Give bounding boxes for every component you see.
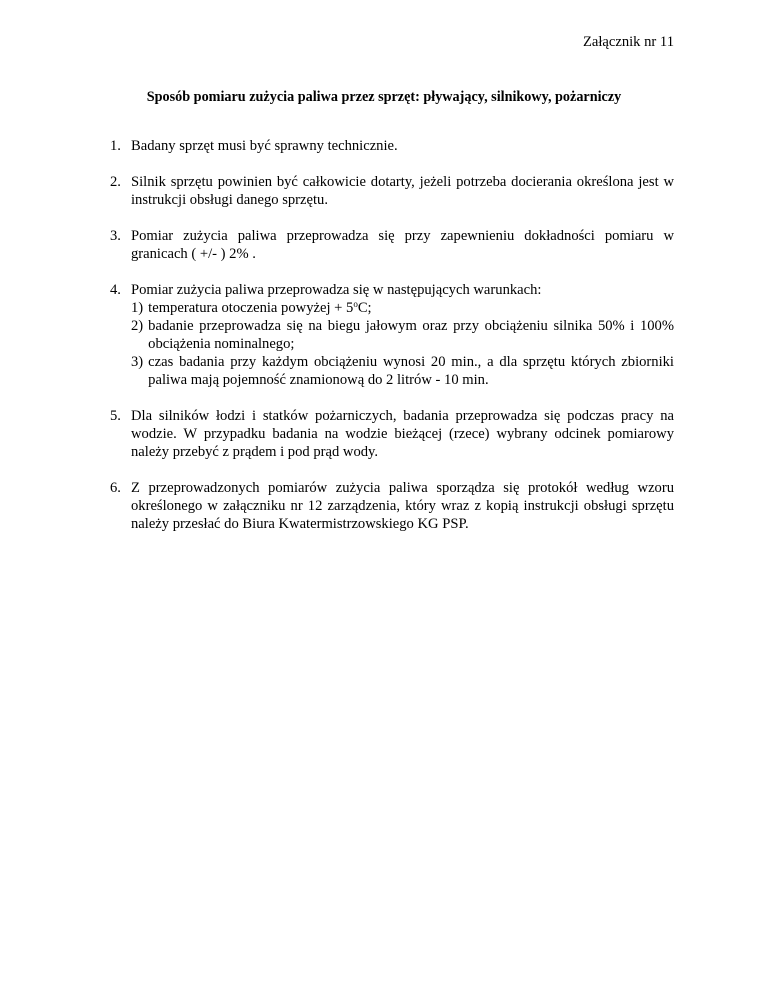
numbered-list xyxy=(110,137,674,551)
list-item xyxy=(110,137,674,155)
list-item-number: 4. xyxy=(110,282,121,298)
sub-item xyxy=(131,299,674,317)
document-title: Sposób pomiaru zużycia paliwa przez sprzęt: pływający, silnikowy, pożarniczy xyxy=(146,89,622,105)
sub-item xyxy=(131,317,674,353)
list-item-content xyxy=(131,281,674,389)
list-item xyxy=(110,227,674,263)
sub-item-number: 2) xyxy=(131,318,144,334)
sub-item-text-main: temperatura otoczenia powyżej + 5 xyxy=(148,300,354,316)
list-item xyxy=(110,173,674,209)
list-item-text: Pomiar zużycia paliwa przeprowadza się w następujących warunkach: xyxy=(131,282,542,298)
list-item-number: 1. xyxy=(110,138,121,154)
sub-item-number: 3) xyxy=(131,354,144,370)
sub-item-text-unit: C; xyxy=(357,300,372,316)
list-item-number: 6. xyxy=(110,480,121,496)
list-item-text: Badany sprzęt musi być sprawny technicznie. xyxy=(131,138,398,154)
list-item-number: 5. xyxy=(110,408,121,424)
list-item-text: Pomiar zużycia paliwa przeprowadza się przy zapewnieniu dokładności pomiaru w granicach ( +/- ) 2% . xyxy=(131,228,674,262)
list-item-text: Z przeprowadzonych pomiarów zużycia paliwa sporządza się protokół według wzoru określonego w załączniku nr 12 zarządzenia, który wraz z kopią instrukcji obsługi sprzętu należy przesłać do Biura Kwatermistrzowskiego KG PSP. xyxy=(131,480,674,532)
sub-item-text xyxy=(148,299,674,317)
list-item xyxy=(110,479,674,533)
list-item xyxy=(110,281,674,389)
annex-label: Załącznik nr 11 xyxy=(582,34,674,50)
sub-item-text: badanie przeprowadza się na biegu jałowym oraz przy obciążeniu silnika 50% i 100% obciążenia nominalnego; xyxy=(148,318,674,352)
list-item-number: 3. xyxy=(110,228,121,244)
list-item-text: Silnik sprzętu powinien być całkowicie dotarty, jeżeli potrzeba docierania określona jest w instrukcji obsługi danego sprzętu. xyxy=(131,174,674,208)
sub-item xyxy=(131,353,674,389)
list-item xyxy=(110,407,674,461)
sub-item-text: czas badania przy każdym obciążeniu wynosi 20 min., a dla sprzętu których zbiorniki paliwa mają pojemność znamionową do 2 litrów - 10 min. xyxy=(148,354,674,388)
degree-superscript: o xyxy=(353,299,358,309)
sub-item-number: 1) xyxy=(131,300,144,316)
list-item-text: Dla silników łodzi i statków pożarniczych, badania przeprowadza się podczas pracy na wodzie. W przypadku badania na wodzie bieżącej (rzece) wybrany odcinek pomiarowy należy przebyć z prądem i pod prąd wody. xyxy=(131,408,674,460)
list-item-number: 2. xyxy=(110,174,121,190)
